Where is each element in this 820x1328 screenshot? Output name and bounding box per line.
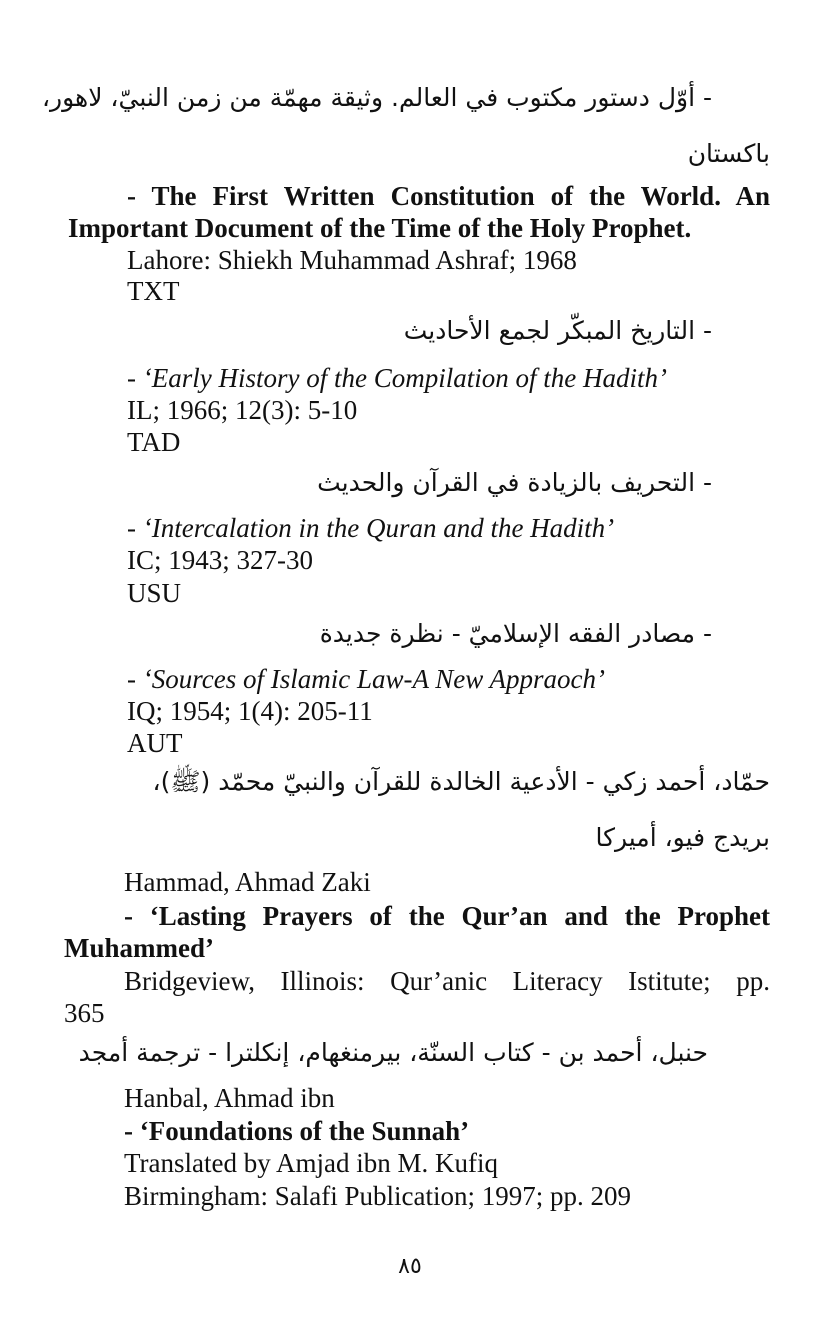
publication-info: Lahore: Shiekh Muhammad Ashraf; 1968 bbox=[127, 245, 577, 275]
translator: Translated by Amjad ibn M. Kufiq bbox=[124, 1148, 498, 1178]
entry-title: - The First Written Constitution of the World. An bbox=[127, 181, 770, 211]
page-number: ٨٥ bbox=[398, 1254, 422, 1279]
arabic-title-line: حمّاد، أحمد زكي - الأدعية الخالدة للقرآن والنبيّ محمّد (ﷺ)، bbox=[152, 767, 770, 796]
publication-info: 365 bbox=[64, 998, 105, 1028]
classification-code: AUT bbox=[127, 728, 183, 758]
publication-info: Bridgeview, Illinois: Qur’anic Literacy Istitute; pp. bbox=[124, 966, 770, 996]
entry-title: - ‘Intercalation in the Quran and the Hadith’ bbox=[127, 513, 615, 543]
author-name: Hammad, Ahmad Zaki bbox=[124, 867, 371, 897]
entry-title: - ‘Foundations of the Sunnah’ bbox=[124, 1116, 470, 1146]
arabic-title-line: باكستان bbox=[687, 139, 770, 168]
arabic-title-line: - أوّل دستور مكتوب في العالم. وثيقة مهمّة من زمن النبيّ، لاهور، bbox=[41, 83, 712, 112]
entry-title: Muhammed’ bbox=[64, 933, 214, 963]
arabic-title: - مصادر الفقه الإسلاميّ - نظرة جديدة bbox=[319, 619, 712, 648]
classification-code: USU bbox=[127, 578, 182, 608]
classification-code: TAD bbox=[127, 427, 181, 457]
entry-title: - ‘Lasting Prayers of the Qur’an and the Prophet bbox=[124, 901, 770, 931]
entry-title: - ‘Sources of Islamic Law-A New Appraoch’ bbox=[127, 664, 605, 694]
entry-title: Important Document of the Time of the Holy Prophet. bbox=[68, 213, 692, 243]
arabic-title: - التحريف بالزيادة في القرآن والحديث bbox=[317, 468, 712, 497]
arabic-title: - التاريخ المبكّر لجمع الأحاديث bbox=[403, 316, 712, 345]
citation: IQ; 1954; 1(4): 205-11 bbox=[127, 696, 373, 726]
citation: IL; 1966; 12(3): 5-10 bbox=[127, 395, 358, 425]
arabic-title: حنبل، أحمد بن - كتاب السنّة، بيرمنغهام، إنكلترا - ترجمة أمجد bbox=[78, 1038, 708, 1067]
arabic-title-line: بريدج فيو، أميركا bbox=[595, 823, 770, 852]
citation: IC; 1943; 327-30 bbox=[127, 545, 313, 575]
entry-title: - ‘Early History of the Compilation of the Hadith’ bbox=[127, 363, 667, 393]
author-name: Hanbal, Ahmad ibn bbox=[124, 1083, 335, 1113]
publication-info: Birmingham: Salafi Publication; 1997; pp. 209 bbox=[124, 1181, 631, 1211]
classification-code: TXT bbox=[127, 276, 180, 306]
